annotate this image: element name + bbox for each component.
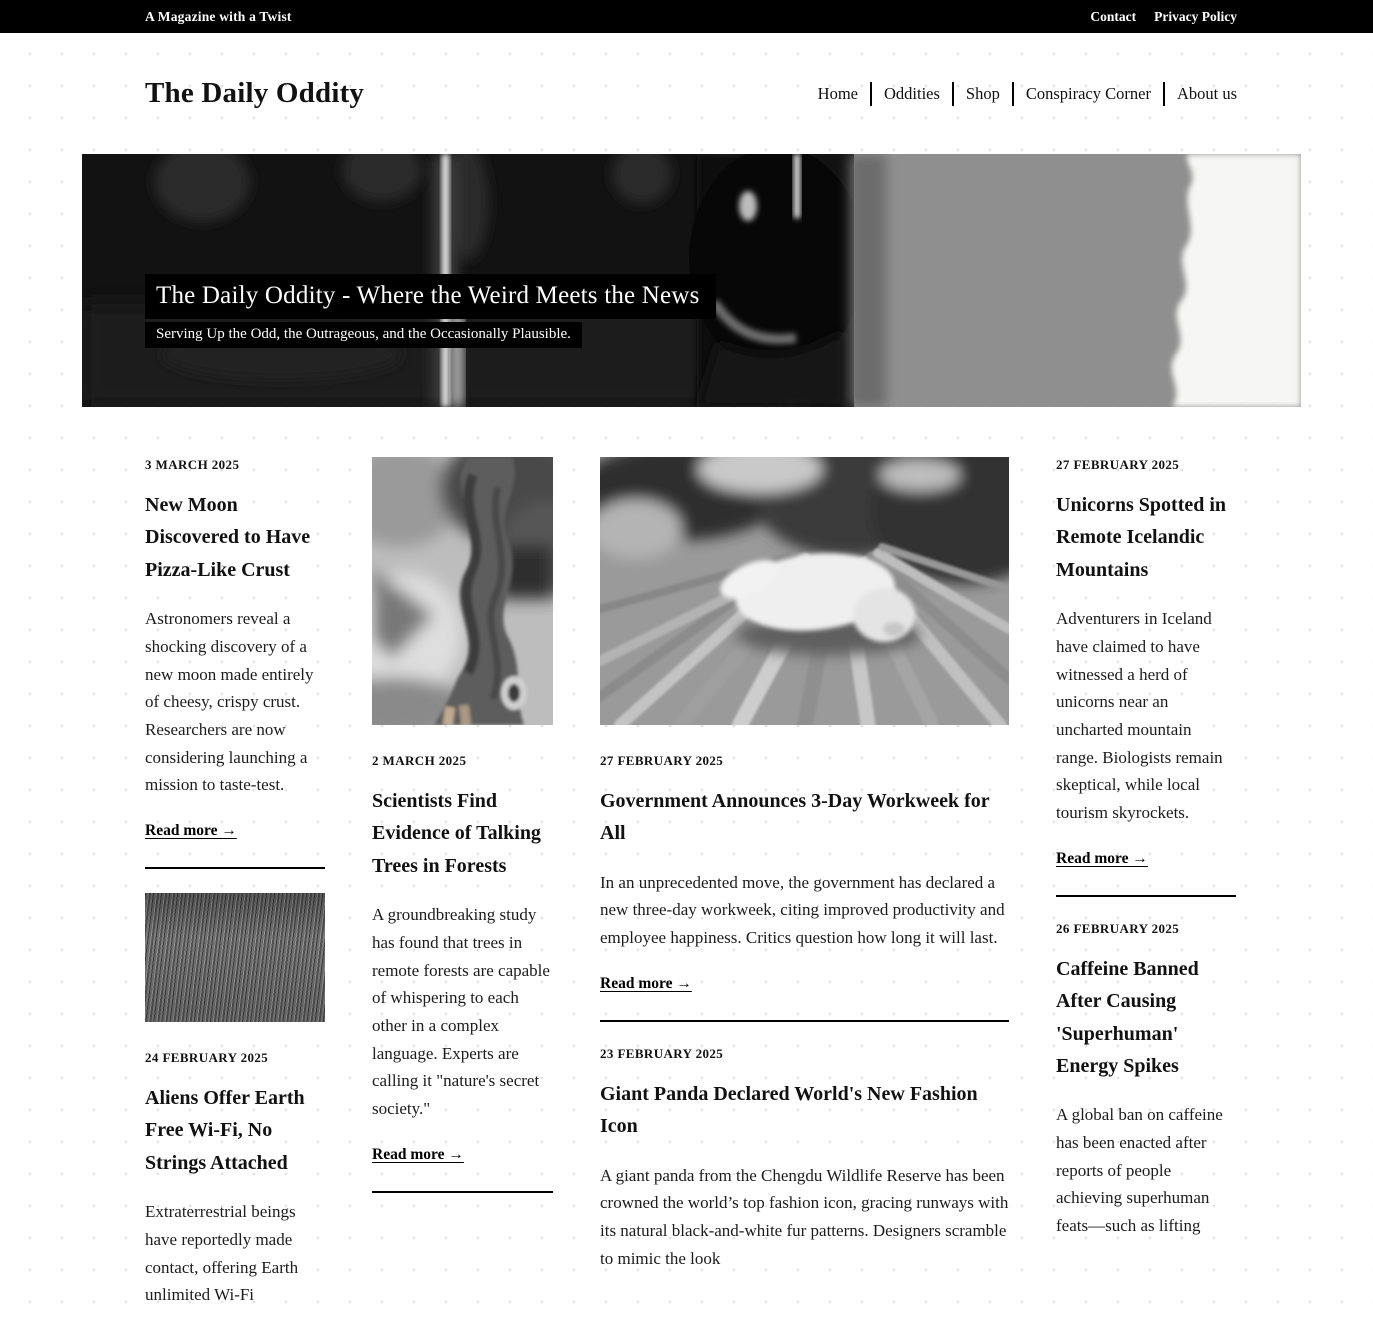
article-card — [600, 1046, 1009, 1273]
article-excerpt: Extraterrestrial beings have reportedly made contact, offering Earth unlimited Wi-Fi — [145, 1202, 299, 1305]
article-date: 24 FEBRUARY 2025 — [145, 1050, 269, 1066]
nav-separator — [1012, 82, 1014, 106]
nav-item-conspiracy-corner[interactable]: Conspiracy Corner — [1025, 83, 1151, 103]
article-date: 27 FEBRUARY 2025 — [600, 753, 724, 768]
grid-column-1 — [145, 457, 325, 1332]
hero-subtitle: Serving Up the Odd, the Outrageous, and the Occasionally Plausible. — [145, 322, 582, 348]
article-date: 23 FEBRUARY 2025 — [600, 1045, 724, 1061]
article-excerpt: In an unprecedented move, the government has declared a new three-day workweek, citing improved productivity and employee happiness. Critics question how long it will last. — [600, 872, 1005, 948]
article-card — [1056, 921, 1236, 1240]
hero-banner — [82, 154, 1301, 407]
site-header — [0, 33, 1373, 154]
article-image-cat-on-bamboo[interactable] — [600, 457, 1009, 725]
article-image-olive-tree[interactable] — [372, 457, 553, 725]
nav-item-about-us[interactable]: About us — [1176, 83, 1237, 103]
nav-separator — [1163, 82, 1165, 106]
nav-item-home[interactable]: Home — [817, 83, 858, 103]
article-divider — [1056, 895, 1236, 897]
site-title[interactable]: The Daily Oddity — [145, 77, 365, 109]
article-card — [600, 457, 1009, 993]
nav-item-oddities[interactable]: Oddities — [883, 83, 940, 103]
article-excerpt: A giant panda from the Chengdu Wildlife Reserve has been crowned the world’s top fashion icon, gracing runways with its natural black-and-white fur patterns. Designers scramble to mimic the look — [600, 1165, 1009, 1268]
hero-title: The Daily Oddity - Where the Weird Meets the News — [145, 274, 716, 319]
topbar-link-privacy-policy[interactable]: Privacy Policy — [1154, 8, 1237, 24]
grid-column-4 — [1056, 457, 1236, 1263]
grid-column-2 — [372, 457, 553, 1217]
nav-item-shop[interactable]: Shop — [965, 83, 1000, 103]
article-card — [372, 457, 553, 1164]
topbar — [0, 0, 1373, 33]
article-title[interactable]: Caffeine Banned After Causing 'Superhuman' Energy Spikes — [1056, 957, 1199, 1077]
article-divider — [600, 1020, 1009, 1022]
article-divider — [372, 1191, 553, 1193]
article-excerpt: A groundbreaking study has found that trees in remote forests are capable of whispering to each other in a complex language. Experts are calling it "nature's secret society." — [372, 905, 550, 1119]
article-image-fur-texture[interactable] — [145, 893, 325, 1022]
article-title[interactable]: Scientists Find Evidence of Talking Trees in Forests — [372, 790, 541, 877]
hero-text-block — [145, 274, 716, 348]
read-more-link[interactable]: Read more → — [1056, 849, 1148, 867]
article-card — [1056, 457, 1236, 868]
article-title[interactable]: Aliens Offer Earth Free Wi-Fi, No Strings Attached — [145, 1087, 305, 1174]
article-card — [145, 457, 325, 840]
article-title[interactable]: New Moon Discovered to Have Pizza-Like Crust — [145, 494, 311, 581]
article-divider — [145, 867, 325, 869]
article-date: 26 FEBRUARY 2025 — [1056, 920, 1180, 936]
article-excerpt: A global ban on caffeine has been enacted after reports of people achieving superhuman feats—such as lifting — [1056, 1105, 1223, 1236]
nav-separator — [870, 82, 872, 106]
article-title[interactable]: Giant Panda Declared World's New Fashion Icon — [600, 1082, 978, 1138]
article-title[interactable]: Government Announces 3-Day Workweek for All — [600, 790, 990, 845]
topbar-links — [1090, 9, 1237, 25]
read-more-link[interactable]: Read more → — [372, 1145, 464, 1163]
article-excerpt: Astronomers reveal a shocking discovery of a new moon made entirely of cheesy, crispy crust. Researchers are now considering launching a mission to taste-test. — [145, 609, 314, 795]
article-date: 3 MARCH 2025 — [145, 457, 240, 472]
article-title[interactable]: Unicorns Spotted in Remote Icelandic Mountains — [1056, 494, 1227, 581]
article-date: 27 FEBRUARY 2025 — [1056, 457, 1180, 472]
main-nav — [818, 82, 1237, 106]
read-more-link[interactable]: Read more → — [145, 822, 237, 840]
nav-separator — [952, 82, 954, 106]
site-tagline: A Magazine with a Twist — [145, 8, 292, 24]
article-excerpt: Adventurers in Iceland have claimed to have witnessed a herd of unicorns near an uncharted mountain range. Biologists remain skeptical, while local tourism skyrockets. — [1056, 609, 1223, 823]
topbar-link-contact[interactable]: Contact — [1090, 8, 1137, 24]
article-date: 2 MARCH 2025 — [372, 753, 467, 768]
read-more-link[interactable]: Read more → — [600, 974, 692, 992]
article-grid — [145, 457, 1237, 1332]
grid-column-3 — [600, 457, 1009, 1295]
article-card — [145, 893, 325, 1309]
